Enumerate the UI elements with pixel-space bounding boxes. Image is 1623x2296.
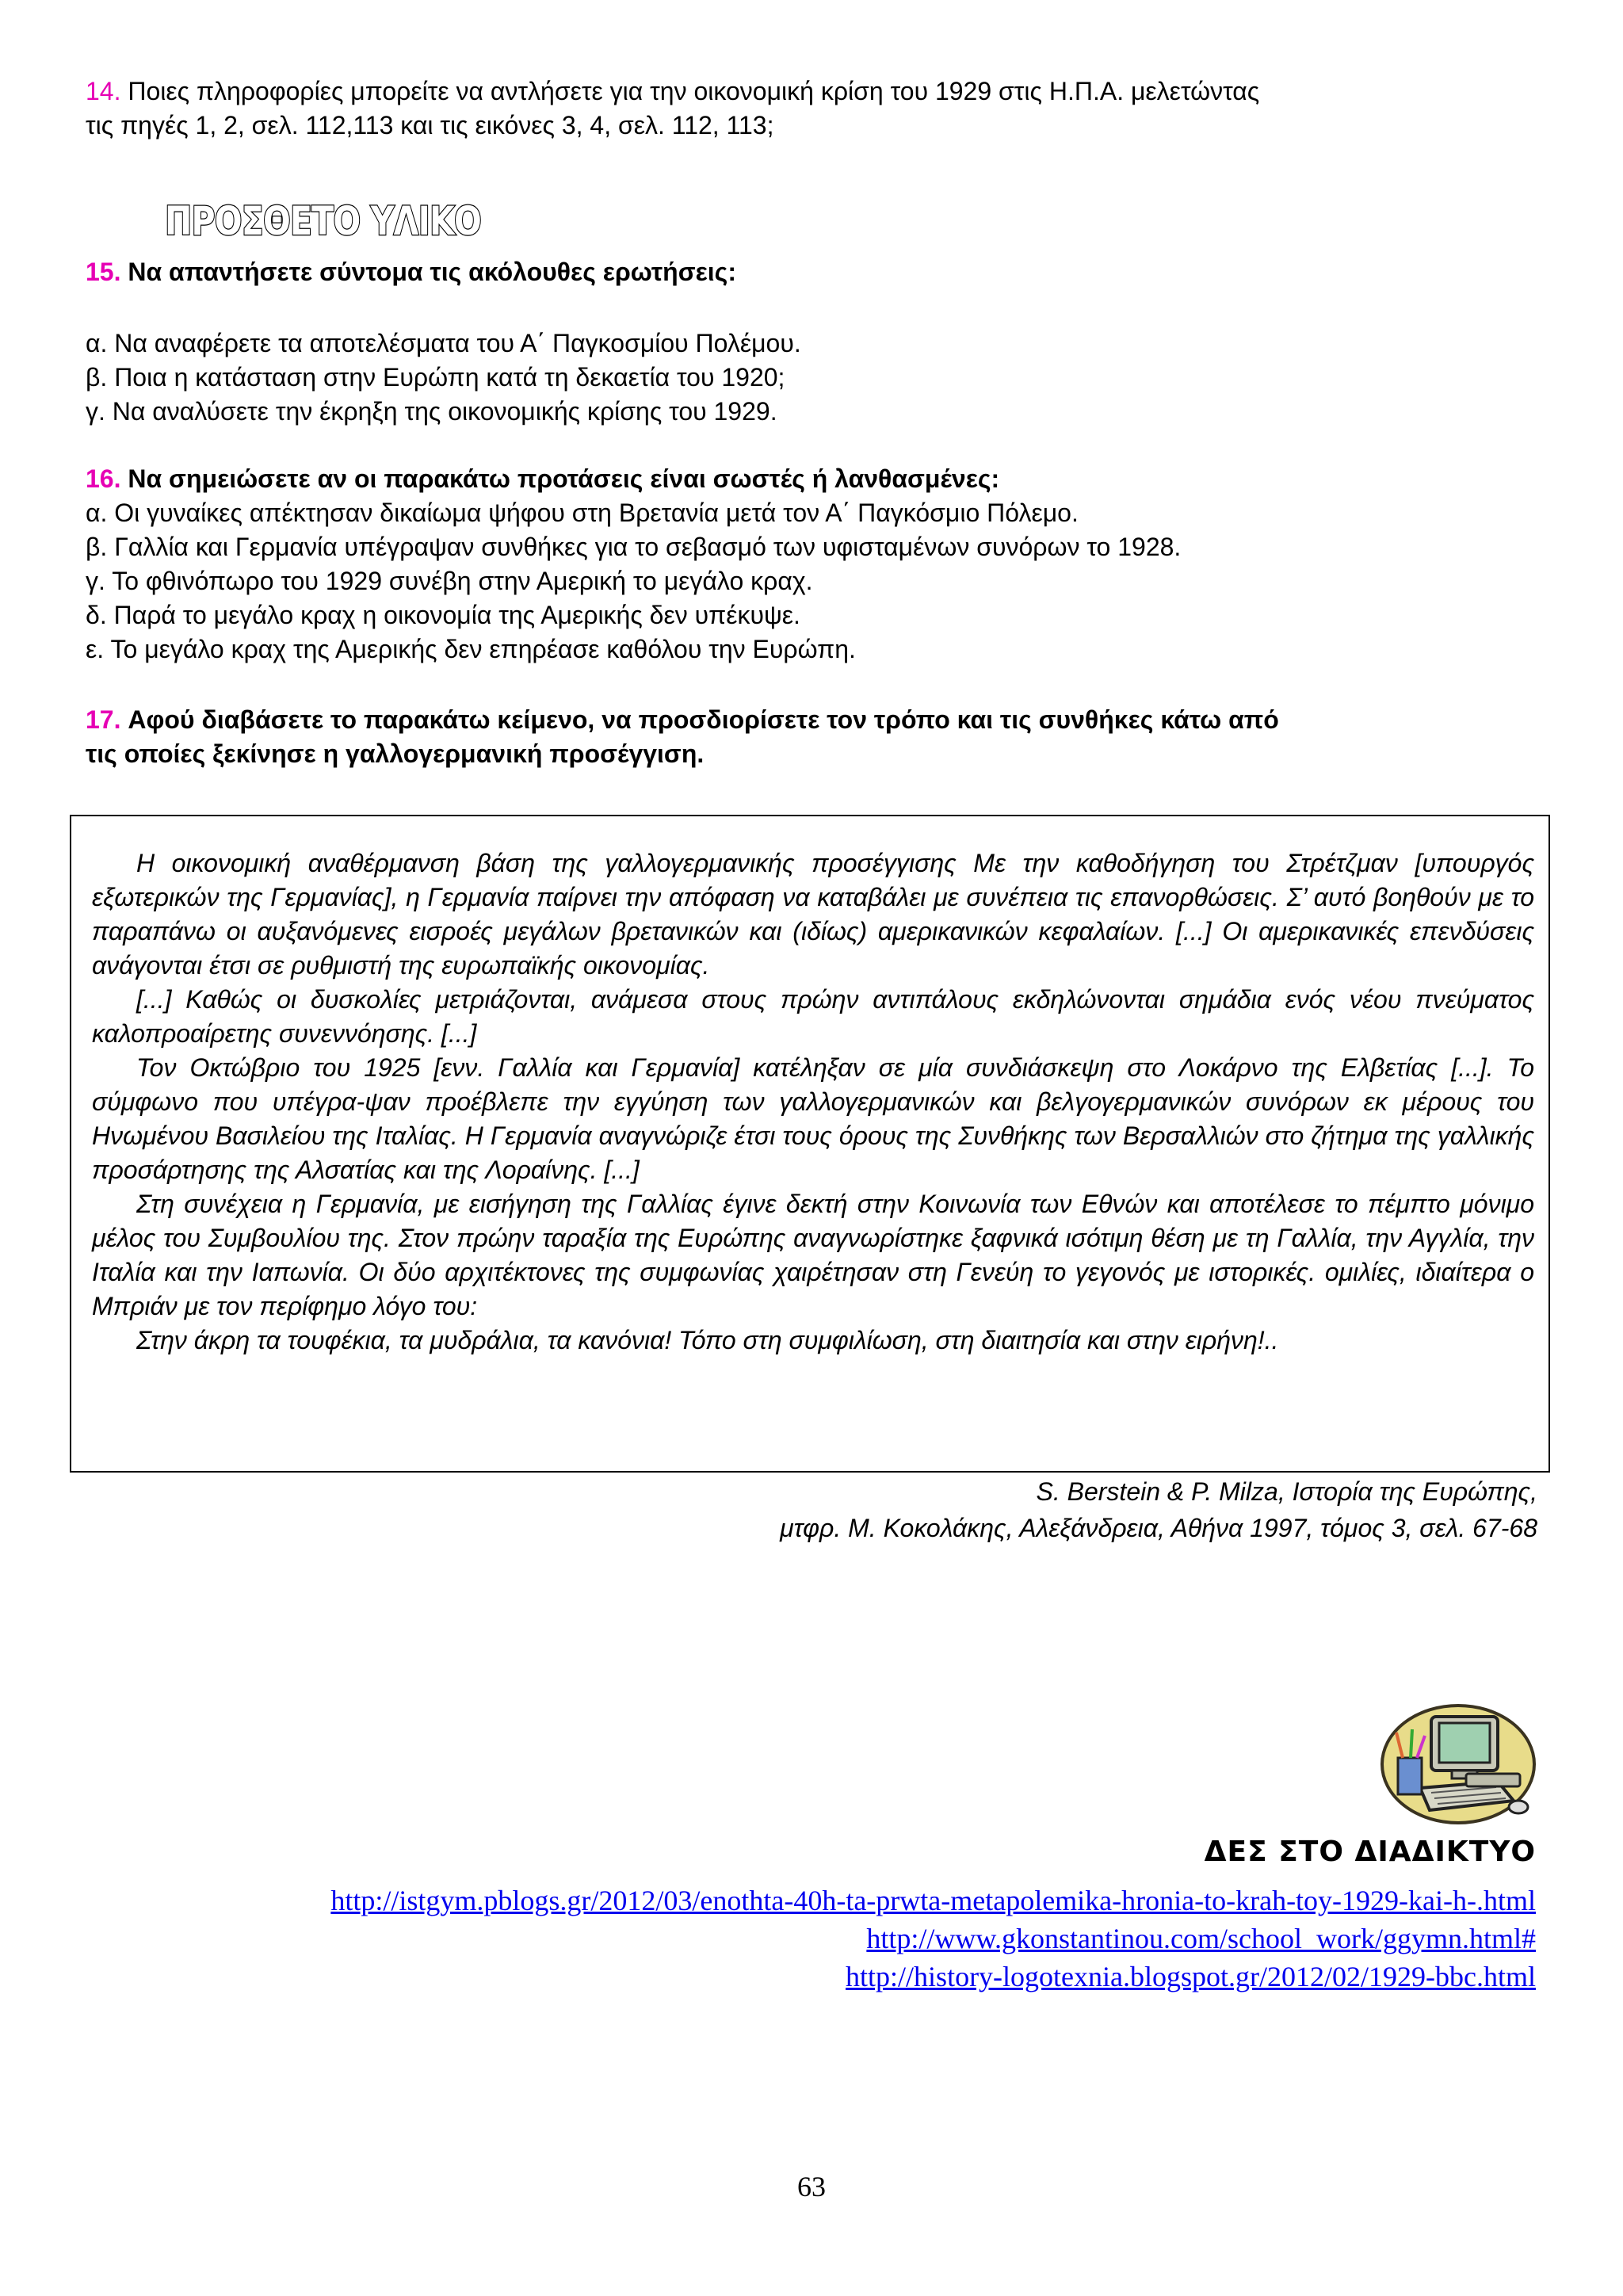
- list-item: α. Να αναφέρετε τα αποτελέσματα του Α΄ Παγκοσμίου Πολέμου.: [86, 329, 801, 357]
- web-link[interactable]: http://history-logotexnia.blogspot.gr/2012/02/1929-bbc.html: [846, 1961, 1536, 1992]
- quote-paragraph: Η οικονομική αναθέρμανση βάση της γαλλογερμανικής προσέγγισης Με την καθοδήγηση του Στρέτζμαν [υπουργός εξωτερικών της Γερμανίας], η Γερμανία παίρνει την απόφαση να καταβάλει με συνέπεια τις επανορθώσεις. Σ’ αυτό βοηθούν με το παραπάνω οι αυξανόμενες εισροές μεγάλων βρετανικών και (ιδίως) αμερικανικών κεφαλαίων. [...] Οι αμερικανικές επενδύσεις ανάγονται έτσι σε ρυθμιστή της ευρωπαϊκής οικονομίας.: [92, 849, 1534, 980]
- quote-paragraph: Τον Οκτώβριο του 1925 [ενν. Γαλλία και Γερμανία] κατέληξαν σε μία συνδιάσκεψη στο Λοκάρνο της Ελβετίας [...]. Το σύμφωνο που υπέγρα-ψαν προέβλεπε την εγγύηση των γαλλογερμανικών και βελγογερμανικών συνόρων εκ μέρους του Ηνωμένου Βασιλείου της Ιταλίας. Η Γερμανία αναγνώριζε έτσι τους όρους της Συνθήκης των Βερσαλλιών στο ζήτημα της γαλλικής προσάρτησης της Αλσατίας και της Λοραίνης. [...]: [92, 1053, 1534, 1184]
- web-section-title: ΔΕΣ ΣΤΟ ΔΙΑΔΙΚΤΥΟ: [1204, 1836, 1536, 1868]
- question-14-line-2: τις πηγές 1, 2, σελ. 112,113 και τις εικόνες 3, 4, σελ. 112, 113;: [86, 111, 774, 139]
- web-links: [330, 1881, 1536, 1996]
- question-number: 17.: [86, 705, 121, 734]
- web-link[interactable]: http://www.gkonstantinou.com/school_work/ggymn.html#: [866, 1923, 1536, 1954]
- list-item: ε. Το μεγάλο κραχ της Αμερικής δεν επηρέασε καθόλου την Ευρώπη.: [86, 635, 856, 663]
- question-text: Να απαντήσετε σύντομα τις ακόλουθες ερωτήσεις:: [128, 258, 736, 286]
- quote-paragraph: Στη συνέχεια η Γερμανία, με εισήγηση της Γαλλίας έγινε δεκτή στην Κοινωνία των Εθνών και αποτέλεσε το πέμπτο μόνιμο μέλος του Συμβουλίου της. Στον πρώην ταραξία της Ευρώπης αναγνωρίστηκε ξαφνικά ισότιμη θέση με τη Γαλλία, την Αγγλία, την Ιταλία και την Ιαπωνία. Οι δύο αρχιτέκτονες της συμφωνίας χαιρέτησαν στη Γενεύη το γεγονός με ιστορικές. ομιλίες, ιδιαίτερα ο Μπριάν με τον περίφημο λόγο του:: [92, 1190, 1534, 1320]
- computer-clipart-icon: [1379, 1702, 1537, 1829]
- question-16-title: [86, 462, 1537, 496]
- question-number: 16.: [86, 464, 121, 493]
- question-15-list: [86, 327, 1537, 429]
- list-item: β. Γαλλία και Γερμανία υπέγραψαν συνθήκες για το σεβασμό των υφισταμένων συνόρων το 1928.: [86, 533, 1182, 561]
- source-line: μτφρ. Μ. Κοκολάκης, Αλεξάνδρεια, Αθήνα 1997, τόμος 3, σελ. 67-68: [780, 1514, 1537, 1542]
- list-item: γ. Να αναλύσετε την έκρηξη της οικονομικής κρίσης του 1929.: [86, 397, 777, 426]
- list-item: α. Οι γυναίκες απέκτησαν δικαίωμα ψήφου στη Βρετανία μετά τον Α΄ Παγκόσμιο Πόλεμο.: [86, 499, 1079, 527]
- section-heading: ΠΡΟΣΘΕΤΟ ΥΛΙΚΟ: [165, 198, 482, 244]
- question-14-line-1: [86, 74, 1537, 109]
- source-line: S. Berstein & P. Milza, Ιστορία της Ευρώπης,: [1036, 1477, 1537, 1506]
- question-text: Αφού διαβάσετε το παρακάτω κείμενο, να προσδιορίσετε τον τρόπο και τις συνθήκες κάτω από: [128, 705, 1279, 734]
- page-number: 63: [797, 2171, 826, 2202]
- question-number: 15.: [86, 258, 121, 286]
- quote-paragraph: Στην άκρη τα τουφέκια, τα μυδράλια, τα κανόνια! Τόπο στη συμφιλίωση, στη διαιτησία και στην ειρήνη!..: [136, 1326, 1279, 1354]
- quote-text: [92, 846, 1534, 1358]
- question-number: 14.: [86, 77, 121, 105]
- web-link[interactable]: http://istgym.pblogs.gr/2012/03/enothta-40h-ta-prwta-metapolemika-hronia-to-krah-toy-1929-kai-h-.html: [330, 1885, 1536, 1916]
- question-17-line-1: [86, 703, 1537, 737]
- quote-source: [780, 1473, 1537, 1546]
- question-14: [86, 74, 1537, 143]
- quote-paragraph: [...] Καθώς οι δυσκολίες μετριάζονται, ανάμεσα στους πρώην αντιπάλους εκδηλώνονται σημάδια ενός νέου πνεύματος καλοπροαίρετης συνεννόησης. [...]: [92, 985, 1534, 1048]
- list-item: γ. Το φθινόπωρο του 1929 συνέβη στην Αμερική το μεγάλο κραχ.: [86, 567, 813, 595]
- question-17: [86, 703, 1537, 771]
- question-17-line-2: τις οποίες ξεκίνησε η γαλλογερμανική προσέγγιση.: [86, 739, 705, 768]
- question-15-title: [86, 255, 1537, 289]
- question-16: [86, 462, 1537, 667]
- question-text: Ποιες πληροφορίες μπορείτε να αντλήσετε για την οικονομική κρίση του 1929 στις Η.Π.Α. μελετώντας: [128, 77, 1260, 105]
- list-item: δ. Παρά το μεγάλο κραχ η οικονομία της Αμερικής δεν υπέκυψε.: [86, 601, 800, 629]
- quote-box: [70, 815, 1550, 1473]
- list-item: β. Ποια η κατάσταση στην Ευρώπη κατά τη δεκαετία του 1920;: [86, 363, 785, 392]
- question-text: Να σημειώσετε αν οι παρακάτω προτάσεις είναι σωστές ή λανθασμένες:: [128, 464, 1000, 493]
